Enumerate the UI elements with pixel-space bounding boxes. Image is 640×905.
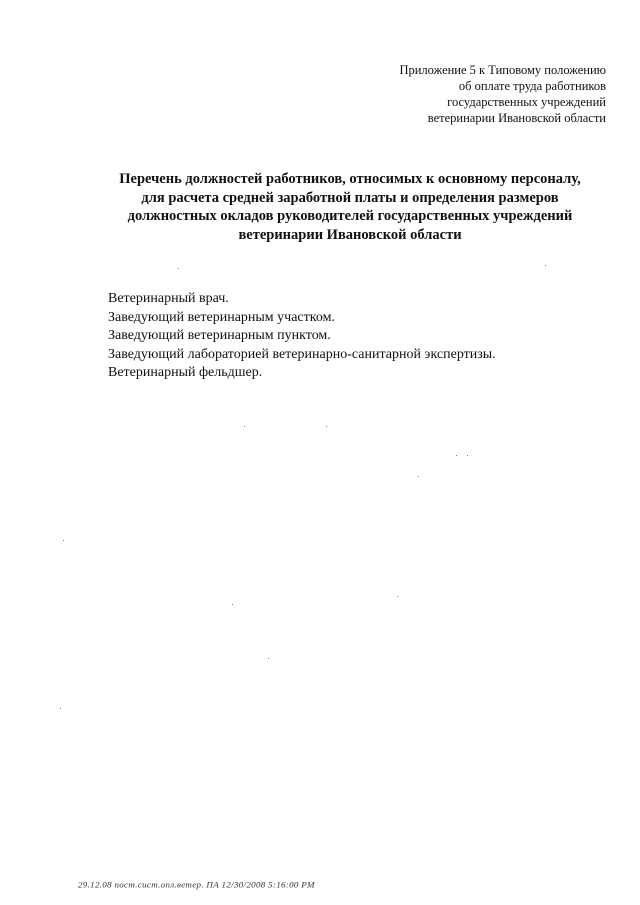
- position-item: Ветеринарный врач.: [108, 291, 229, 306]
- positions-list: [108, 290, 496, 383]
- scan-speck: [418, 476, 419, 477]
- scan-speck: [467, 455, 468, 456]
- scan-speck: [63, 540, 64, 541]
- title-line: должностных окладов руководителей государственных учреждений: [127, 208, 573, 224]
- appendix-line: государственных учреждений: [447, 95, 606, 109]
- scan-speck: [456, 455, 457, 456]
- scan-speck: [268, 658, 269, 659]
- appendix-line: об оплате труда работников: [458, 79, 606, 93]
- scan-speck: [326, 426, 327, 427]
- appendix-line: Приложение 5 к Типовому положению: [399, 63, 606, 77]
- position-item: Заведующий ветеринарным пунктом.: [108, 328, 331, 343]
- position-item: Ветеринарный фельдшер.: [108, 365, 263, 380]
- position-item: Заведующий лабораторией ветеринарно-санитарной экспертизы.: [108, 346, 496, 362]
- scan-speck: [244, 426, 245, 427]
- title-line: Перечень должностей работников, относимых к основному персоналу,: [119, 171, 581, 187]
- appendix-note: [286, 62, 606, 126]
- scan-speck: [397, 596, 398, 597]
- scan-speck: [60, 708, 61, 709]
- title-line: ветеринарии Ивановской области: [238, 226, 462, 243]
- appendix-line: ветеринарии Ивановской области: [427, 111, 606, 125]
- title-line: для расчета средней заработной платы и определения размеров: [141, 189, 559, 206]
- footer-stamp: 29.12.08 пост.сист.опл.ветер. ПА 12/30/2008 5:16:00 PM: [78, 880, 315, 890]
- scan-speck: [232, 604, 233, 605]
- position-item: Заведующий ветеринарным участком.: [108, 309, 335, 325]
- scan-speck: [545, 265, 546, 266]
- scan-speck: [178, 268, 179, 269]
- document-title: [90, 170, 610, 244]
